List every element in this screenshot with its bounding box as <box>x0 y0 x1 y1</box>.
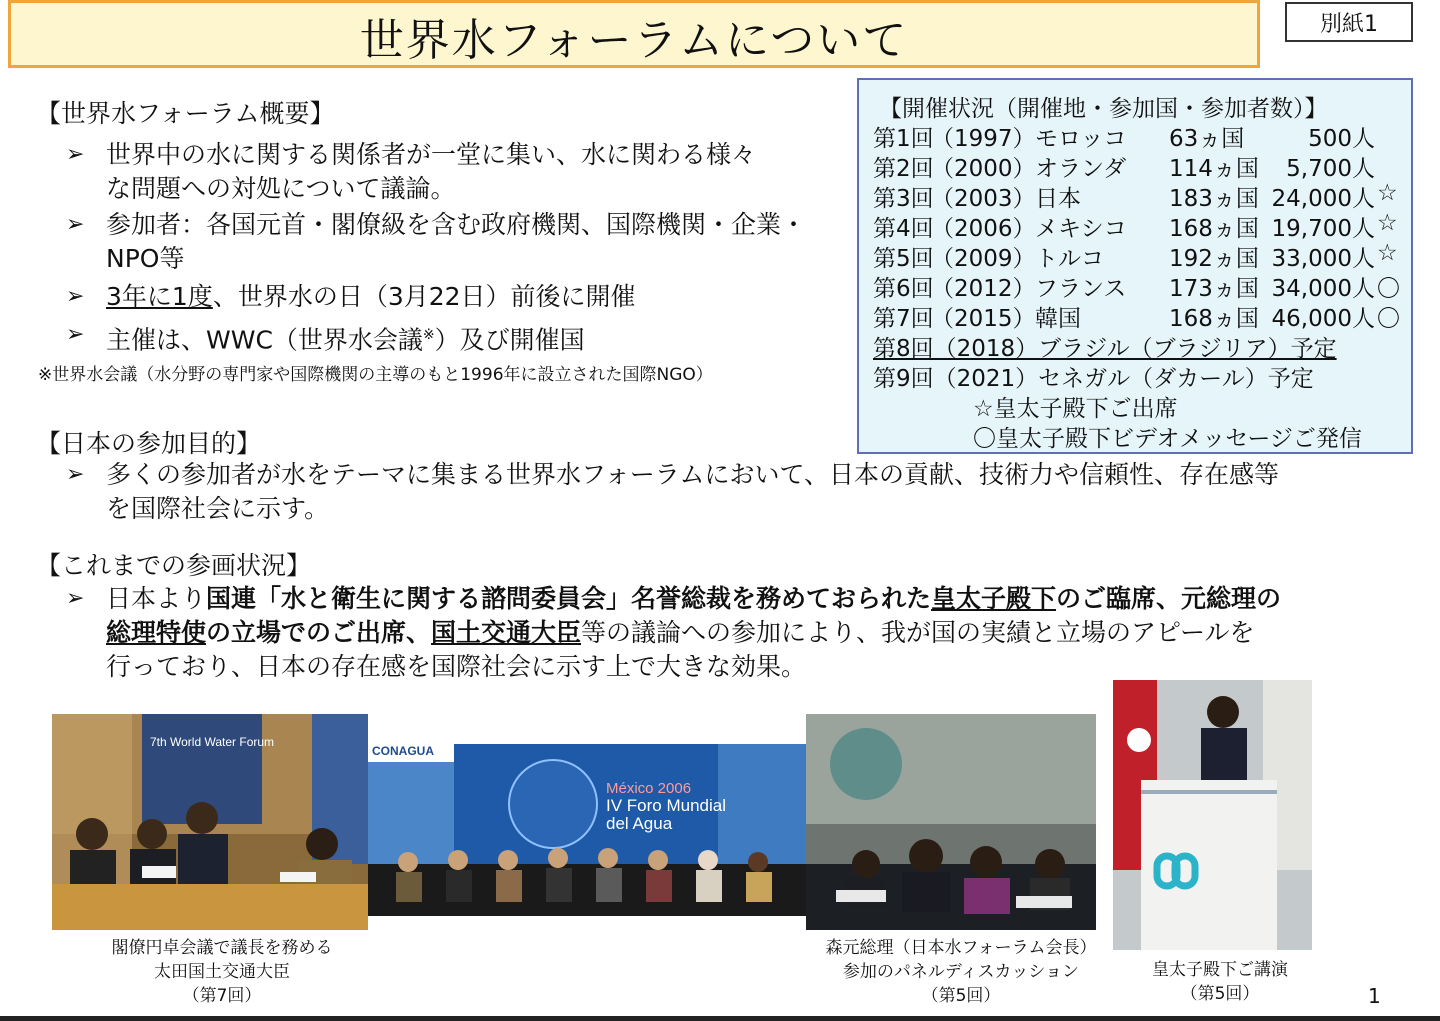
bullet-text: 日本より <box>106 584 207 613</box>
caption-line: 閣僚円卓会議で議長を務める <box>111 938 333 958</box>
forum-sign-text: 7th World Water Forum <box>150 735 275 749</box>
table-cell-place: モロッコ <box>1035 126 1127 152</box>
purpose-bullet <box>66 458 1406 526</box>
conagua-logo: CONAGUA <box>368 744 454 762</box>
overview-bullet <box>66 138 806 206</box>
table-cell-num: 第4回 <box>873 216 934 242</box>
caption-line: 森元総理（日本水フォーラム会長） <box>825 938 1097 958</box>
underlined-text: 3年に1度 <box>106 282 213 311</box>
bullet-text: 、世界水の日（3月22日）前後に開催 <box>212 282 636 311</box>
page-title: 世界水フォーラムについて <box>359 15 909 66</box>
table-cell-place: トルコ <box>1035 246 1104 272</box>
table-cell-year: （2012） <box>931 276 1036 302</box>
table-cell-people: 19,700人 <box>1271 216 1375 242</box>
photo-mori-panel <box>806 714 1096 930</box>
table-row: 第8回（2018）ブラジル（ブラジリア）予定 <box>873 336 1337 362</box>
page-number: 1 <box>1368 984 1381 1008</box>
bullet-text: な問題への対処について議論。 <box>106 174 456 203</box>
forum-sign-text: México 2006 <box>606 780 692 797</box>
photo-caption <box>52 936 392 1008</box>
bold-underlined-text: 国土交通大臣 <box>431 618 582 647</box>
caption-line: 参加のパネルディスカッション <box>842 962 1080 982</box>
photo-crown-prince-lecture <box>1113 680 1312 950</box>
bullet-text: 世界中の水に関する関係者が一堂に集い、水に関わる様々 <box>106 140 757 169</box>
caption-line: （第5回） <box>1180 984 1260 1004</box>
bullet-text: 多くの参加者が水をテーマに集まる世界水フォーラムにおいて、日本の貢献、技術力や信頼性、存在感等 <box>106 460 1280 489</box>
photo-mexico-panel <box>368 744 806 916</box>
arrow-bullet-icon: ➢ <box>66 284 85 309</box>
footnote: ※世界水会議（水分野の専門家や国際機関の主導のもと1996年に設立された国際NGO） <box>38 365 713 385</box>
forum-history-table <box>857 78 1413 454</box>
forum-sign-text: IV Foro Mundial <box>606 796 726 815</box>
table-cell-num: 第6回 <box>873 276 934 302</box>
table-cell-year: （2015） <box>931 306 1036 332</box>
table-cell-nations: 173ヵ国 <box>1169 276 1259 302</box>
history-bullet <box>66 582 1406 684</box>
bullet-text: 参加者：各国元首・閣僚級を含む政府機関、国際機関・企業・ <box>106 210 807 239</box>
overview-heading: 【世界水フォーラム概要】 <box>36 99 335 128</box>
panel-illustration <box>368 744 806 916</box>
table-cell-num: 第5回 <box>873 246 934 272</box>
caption-line: 皇太子殿下ご講演 <box>1152 960 1288 980</box>
caption-line: （第7回） <box>182 986 262 1006</box>
table-cell-year: （2000） <box>931 156 1036 182</box>
forum-sign-text: del Agua <box>606 814 673 833</box>
arrow-bullet-icon: ➢ <box>66 586 85 611</box>
table-cell-place: 日本 <box>1035 186 1081 212</box>
table-cell-nations: 168ヵ国 <box>1169 306 1259 332</box>
overview-bullet-list <box>66 138 807 357</box>
table-heading: 【開催状況（開催地・参加国・参加者数）】 <box>879 96 1328 122</box>
table-cell-year: （2009） <box>931 246 1036 272</box>
arrow-bullet-icon: ➢ <box>66 322 85 347</box>
table-cell-num: 第1回 <box>873 126 934 152</box>
table-cell-nations: 192ヵ国 <box>1169 246 1259 272</box>
table-cell-people: 500人 <box>1308 126 1375 152</box>
annex-label: 別紙1 <box>1285 2 1413 42</box>
table-cell-nations: 114ヵ国 <box>1169 156 1259 182</box>
table-cell-num: 第7回 <box>873 306 934 332</box>
photo-caption <box>806 936 1116 1008</box>
table-row: 第9回（2021）セネガル（ダカール）予定 <box>873 366 1314 392</box>
table-cell-people: 33,000人 <box>1271 246 1375 272</box>
table-cell-mark: ☆ <box>1377 210 1398 236</box>
overview-bullet <box>66 208 807 276</box>
table-cell-place: フランス <box>1035 276 1127 302</box>
table-cell-people: 46,000人 <box>1271 306 1375 332</box>
bullet-text: を国際社会に示す。 <box>106 494 330 523</box>
bottom-rule <box>0 1016 1440 1021</box>
lecture-illustration <box>1113 680 1312 950</box>
table-cell-nations: 168ヵ国 <box>1169 216 1259 242</box>
overview-bullet <box>66 318 806 357</box>
table-cell-year: （2006） <box>931 216 1036 242</box>
table-cell-people: 34,000人 <box>1271 276 1375 302</box>
bullet-text: ）及び開催国 <box>434 325 585 355</box>
table-cell-place: 韓国 <box>1035 306 1081 332</box>
bold-text: の立場でのご出席、 <box>206 618 432 647</box>
table-cell-num: 第2回 <box>873 156 934 182</box>
panel-discussion-illustration <box>806 714 1096 930</box>
bold-underlined-text: 皇太子殿下 <box>931 584 1057 613</box>
caption-line: （第5回） <box>921 986 1001 1006</box>
table-cell-place: メキシコ <box>1035 216 1127 242</box>
table-cell-mark: 〇 <box>1377 276 1400 302</box>
bold-text: 国連「水と衛生に関する諮問委員会」名誉総裁を務めておられた <box>206 584 932 613</box>
bullet-text: 主催は、WWC（世界水会議 <box>106 325 423 355</box>
arrow-bullet-icon: ➢ <box>66 462 85 487</box>
table-cell-place: オランダ <box>1035 156 1127 182</box>
history-heading: 【これまでの参画状況】 <box>36 551 312 580</box>
arrow-bullet-icon: ➢ <box>66 142 85 167</box>
bold-text: のご臨席、元総理の <box>1056 584 1282 613</box>
table-cell-mark: ☆ <box>1377 240 1398 266</box>
table-cell-nations: 63ヵ国 <box>1169 126 1245 152</box>
purpose-heading: 【日本の参加目的】 <box>36 429 262 458</box>
caption-line: 太田国土交通大臣 <box>154 962 290 982</box>
table-cell-nations: 183ヵ国 <box>1169 186 1259 212</box>
bullet-text: NPO等 <box>106 244 185 273</box>
table-cell-num: 第3回 <box>873 186 934 212</box>
table-cell-people: 24,000人 <box>1271 186 1375 212</box>
legend-star: ☆皇太子殿下ご出席 <box>973 396 1178 422</box>
title-banner <box>8 0 1260 68</box>
table-cell-mark: ☆ <box>1377 180 1398 206</box>
table-cell-year: （1997） <box>931 126 1036 152</box>
legend-circle: 〇皇太子殿下ビデオメッセージご発信 <box>973 426 1362 452</box>
bold-underlined-text: 総理特使 <box>106 618 207 647</box>
table-cell-people: 5,700人 <box>1286 156 1375 182</box>
footnote-mark: ※ <box>422 327 435 343</box>
photo-caption <box>1130 958 1310 1006</box>
table-cell-year: （2003） <box>931 186 1036 212</box>
overview-bullet <box>66 280 806 314</box>
bullet-text: 行っており、日本の存在感を国際社会に示す上で大きな効果。 <box>106 652 807 681</box>
arrow-bullet-icon: ➢ <box>66 212 85 237</box>
table-cell-mark: 〇 <box>1377 306 1400 332</box>
bullet-text: 等の議論への参加により、我が国の実績と立場のアピールを <box>581 618 1255 647</box>
photo-roundtable <box>52 714 368 930</box>
